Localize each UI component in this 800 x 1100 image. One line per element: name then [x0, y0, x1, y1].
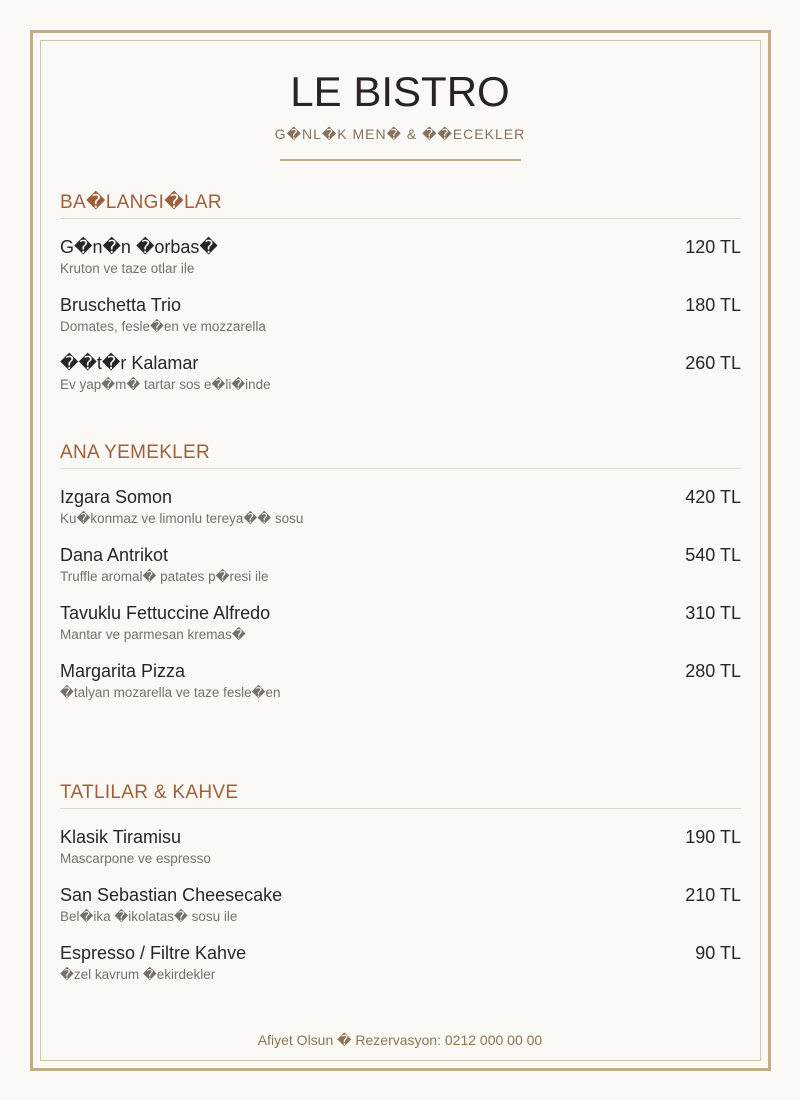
item-name: Tavuklu Fettuccine Alfredo: [60, 603, 271, 623]
footer-note: Afiyet Olsun � Rezervasyon: 0212 000 00 00: [257, 1032, 543, 1048]
item-price: 180 TL: [685, 295, 741, 315]
section-divider: [60, 808, 741, 809]
item-description: Domates, fesle�en ve mozzarella: [60, 319, 266, 334]
item-price: 90 TL: [695, 943, 741, 963]
item-name: Dana Antrikot: [60, 545, 169, 565]
menu-item: [60, 236, 741, 294]
section-divider: [60, 218, 741, 219]
menu-header: [0, 66, 800, 161]
item-description: Kruton ve taze otlar ile: [60, 261, 195, 276]
item-price: 540 TL: [685, 545, 741, 565]
section-divider: [60, 468, 741, 469]
item-description: Truffle aromal� patates p�resi ile: [60, 569, 269, 584]
section-title: BA�LANGI�LAR: [60, 192, 222, 213]
item-name: ��t�r Kalamar: [60, 353, 199, 373]
item-price: 280 TL: [685, 661, 741, 681]
item-price: 310 TL: [685, 603, 741, 623]
item-name: Klasik Tiramisu: [60, 827, 182, 847]
menu-item: [60, 884, 741, 942]
menu-item: [60, 942, 741, 1000]
section-starters: [60, 190, 741, 410]
item-description: Mantar ve parmesan kremas�: [60, 627, 246, 642]
menu-item: [60, 660, 741, 718]
menu-item: [60, 544, 741, 602]
item-price: 120 TL: [685, 237, 741, 257]
item-price: 190 TL: [685, 827, 741, 847]
item-name: San Sebastian Cheesecake: [60, 885, 283, 905]
item-description: �talyan mozarella ve taze fesle�en: [60, 685, 281, 700]
item-price: 210 TL: [685, 885, 741, 905]
menu-item: [60, 352, 741, 410]
title-divider: [280, 159, 521, 161]
item-description: Mascarpone ve espresso: [60, 851, 211, 866]
item-price: 260 TL: [685, 353, 741, 373]
item-description: Ev yap�m� tartar sos e�li�inde: [60, 377, 271, 392]
section-mains: [60, 440, 741, 718]
item-name: Espresso / Filtre Kahve: [60, 943, 247, 963]
section-desserts-coffee: [60, 780, 741, 1000]
menu-subtitle: G�NL�K MEN� & ��ECEKLER: [274, 126, 526, 142]
menu-item: [60, 602, 741, 660]
item-name: G�n�n �orbas�: [60, 237, 218, 257]
item-name: Margarita Pizza: [60, 661, 186, 681]
menu-item: [60, 294, 741, 352]
menu-item: [60, 486, 741, 544]
item-name: Bruschetta Trio: [60, 295, 182, 315]
item-description: Ku�konmaz ve limonlu tereya�� sosu: [60, 511, 304, 526]
menu-item: [60, 826, 741, 884]
section-title: ANA YEMEKLER: [60, 442, 211, 463]
item-description: Bel�ika �ikolatas� sosu ile: [60, 909, 238, 924]
section-title: TATLILAR & KAHVE: [60, 782, 239, 803]
item-name: Izgara Somon: [60, 487, 173, 507]
item-description: �zel kavrum �ekirdekler: [60, 967, 216, 982]
restaurant-title: LE BISTRO: [290, 68, 510, 115]
item-price: 420 TL: [685, 487, 741, 507]
